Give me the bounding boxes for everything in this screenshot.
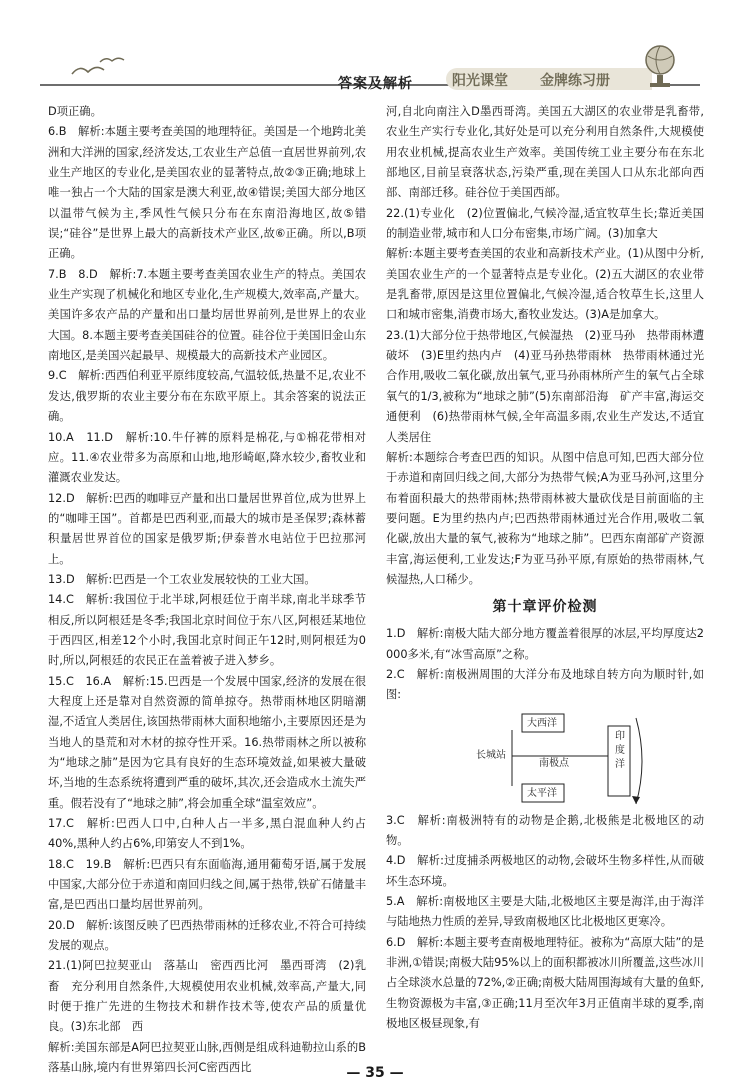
- diagram-label-indian: 印度洋: [615, 730, 625, 770]
- answer-paragraph: 2.C 解析:南极洲周围的大洋分布及地球自转方向为顺时针,如图:: [386, 667, 704, 702]
- section-title: 第十章评价检测: [492, 599, 598, 616]
- diagram-label-station: 长城站: [476, 749, 506, 761]
- answer-paragraph: 4.D 解析:过度捕杀两极地区的动物,会破坏生物多样性,从而破坏生态环境。: [386, 854, 704, 888]
- diagram-label-pacific: 太平洋: [527, 787, 557, 799]
- answer-paragraph: 6.B 解析:本题主要考查美国的地理特征。美国是一个地跨北美洲和大洋洲的国家,经济发达,工农业生产总值一直居世界前列,农业生产地区的专业化,是美国农业的显著特点,故②③正确;地球上唯一独占一个大陆的国家是澳大利亚,故④错误;美国大部分地区以温带气候为主,季风性气候只分布在东南沿海地区,故⑤错误;“硅谷”是世界上最大的高新技术产业区,故⑥正确。所以,B项正确。: [48, 125, 366, 261]
- page-number: — 35 —: [346, 1065, 404, 1081]
- answer-paragraph: 21.(1)阿巴拉契亚山 落基山 密西西比河 墨西哥湾 (2)乳畜 充分利用自然条件,大规模使用农业机械,效率高,产量大,同时便于推广先进的生物技术和耕作技术等,使农产品的质量优良。(3)东北部 西: [48, 959, 366, 1034]
- answer-paragraph: 13.D 解析:巴西是一个工农业发展较快的工业大国。: [48, 572, 316, 586]
- header-title: 答案及解析: [338, 76, 413, 92]
- diagram-label-pole: 南极点: [539, 757, 569, 769]
- left-column: [48, 102, 366, 1079]
- brand-name: 阳光课堂: [452, 73, 508, 89]
- answer-paragraph: 18.C 19.B 解析:巴西只有东面临海,通用葡萄牙语,属于发展中国家,大部分位于赤道和南回归线之间,属于热带,铁矿石储量丰富,是巴西出口量均居世界前列。: [48, 857, 366, 912]
- answer-paragraph: 12.D 解析:巴西的咖啡豆产量和出口量居世界首位,成为世界上的“咖啡王国”。首都是巴西利亚,而最大的城市是圣保罗;森林蓄积量居世界首位的国家是俄罗斯;伊泰普水电站位于巴拉那河上。: [48, 491, 366, 566]
- answer-paragraph: 22.(1)专业化 (2)位置偏北,气候冷湿,适宜牧草生长;靠近美国的制造业带,城市和人口分布密集,市场广阔。(3)加拿大: [386, 206, 704, 241]
- diagram-label-atlantic: 大西洋: [527, 717, 557, 729]
- birds-icon: [70, 52, 140, 82]
- right-column: [386, 102, 708, 1034]
- answer-paragraph: 14.C 解析:我国位于北半球,阿根廷位于南半球,南北半球季节相反,所以阿根廷是冬季;我国北京时间位于东八区,阿根廷某地位于西四区,相差12个小时,我国北京时间正午12时,则阿根廷为0时,所以,阿根廷的农民正在盖着被子进入梦乡。: [48, 593, 366, 668]
- answer-paragraph: 17.C 解析:巴西人口中,白种人占一半多,黑白混血种人约占40%,黑种人约占6%,印第安人不到1%。: [48, 817, 366, 851]
- answer-paragraph: 10.A 11.D 解析:10.牛仔裤的原料是棉花,与①棉花带相对应。11.④农业带多为高原和山地,地形崎岖,降水较少,畜牧业和灌溉农业发达。: [48, 430, 366, 485]
- answer-paragraph: 9.C 解析:西西伯利亚平原纬度较高,气温较低,热量不足,农业不发达,俄罗斯的农业主要分布在东欧平原上。其余答案的说法正确。: [48, 369, 366, 424]
- answer-paragraph: 23.(1)大部分位于热带地区,气候湿热 (2)亚马孙 热带雨林遭破坏 (3)E里约热内卢 (4)亚马孙热带雨林 热带雨林通过光合作用,吸收二氧化碳,放出氧气,亚马孙雨林所产生的氧气占全球氧气的1/3,被称为“地球之肺”(5)东南部沿海 矿产丰富,海运交通便利 (6)热带雨林气候,全年高温多雨,农业生产发达,不适宜人类居住: [386, 328, 704, 444]
- answer-paragraph: 解析:本题主要考查美国的农业和高新技术产业。(1)从图中分析,美国农业生产的一个显著特点是专业化。(2)五大湖区的农业带是乳畜带,原因是这里位置偏北,气候冷湿,适合牧草生长,这里人口和城市密集,消费市场大,畜牧业发达。(3)A是加拿大。: [386, 247, 704, 322]
- answer-paragraph: 7.B 8.D 解析:7.本题主要考查美国农业生产的特点。美国农业生产实现了机械化和地区专业化,生产规模大,效率高,产量大。美国许多农产品的产量和出口量均居世界前列,是世界上的农业大国。8.本题主要考查美国硅谷的位置。硅谷位于美国旧金山东南地区,是美国兴起最早、规模最大的高新技术产业园区。: [48, 267, 367, 363]
- answer-paragraph: 6.D 解析:本题主要考查南极地理特征。被称为“高原大陆”的是非洲,①错误;南极大陆95%以上的面积都被冰川所覆盖,这些冰川占全球淡水总量的72%,②正确;南极大陆周围海域有大量的鱼虾,生物资源极为丰富,③正确;11月至次年3月正值南半球的夏季,南极地区极昼现象,有: [386, 935, 704, 1031]
- answer-paragraph: 20.D 解析:该图反映了巴西热带雨林的迁移农业,不符合可持续发展的观点。: [48, 918, 366, 953]
- globe-icon: [640, 42, 680, 90]
- brand-series: 金牌练习册: [540, 73, 610, 89]
- answer-paragraph: 15.C 16.A 解析:15.巴西是一个发展中国家,经济的发展在很大程度上还是靠对自然资源的简单掠夺。热带雨林地区阴暗潮湿,不适宜人类居住,该国热带雨林大面积地缩小,主要原因还是为当地人的垦荒和对木材的掠夺性开采。16.热带雨林之所以被称为“地球之肺”是因为它具有良好的生态环境效益,如果被大量破坏,当地的生态系统将遭到严重的破坏,其次,还会造成水土流失严重。假若没有了“地球之肺”,将会加重全球“温室效应”。: [48, 674, 366, 810]
- answer-paragraph: D项正确。: [48, 105, 102, 118]
- antarctic-ocean-diagram: [386, 706, 704, 811]
- answer-paragraph: 3.C 解析:南极洲特有的动物是企鹅,北极熊是北极地区的动物。: [386, 813, 704, 847]
- answer-paragraph: 解析:美国东部是A阿巴拉契亚山脉,西侧是组成科迪勒拉山系的B落基山脉,境内有世界第四长河C密西西比: [48, 1040, 366, 1075]
- answer-paragraph: 5.A 解析:南极地区主要是大陆,北极地区主要是海洋,由于海洋与陆地热力性质的差异,导致南极地区比北极地区更寒冷。: [386, 895, 704, 929]
- answer-paragraph: 河,自北向南注入D墨西哥湾。美国五大湖区的农业带是乳畜带,农业生产实行专业化,其好处是可以充分利用自然条件,大规模使用农业机械,提高农业生产效率。美国传统工业主要分布在东北部地区,目前呈衰落状态,污染严重,现在美国人口从东北部向西部、南部迁移。硅谷位于美国西部。: [386, 105, 704, 200]
- answer-paragraph: 1.D 解析:南极大陆大部分地方覆盖着很厚的冰层,平均厚度达2 000多米,有“冰雪高原”之称。: [386, 627, 708, 661]
- answer-paragraph: 解析:本题综合考查巴西的知识。从图中信息可知,巴西大部分位于赤道和南回归线之间,大部分为热带气候;A为亚马孙河,这里分布着面积最大的热带雨林;热带雨林被大量砍伐是目前面临的主要问题。E为里约热内卢;巴西热带雨林通过光合作用,吸收二氧化碳,放出大量的氧气,被称为“地球之肺”。巴西东南部矿产资源丰富,海运便利,工业发达;F为亚马孙平原,有原始的热带雨林,气候湿热,人口稀少。: [386, 450, 705, 586]
- page-header: [0, 0, 750, 100]
